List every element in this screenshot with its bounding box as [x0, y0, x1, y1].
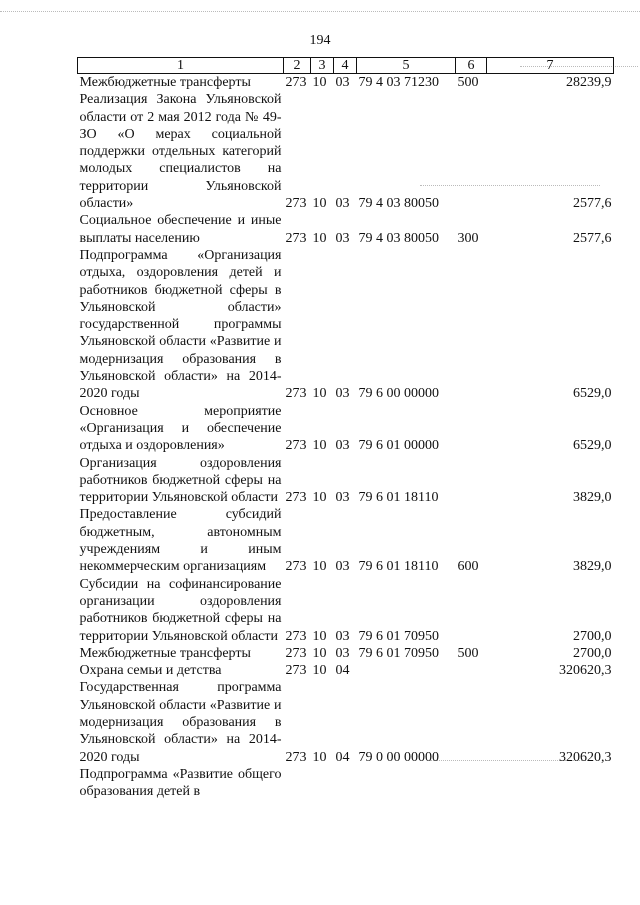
row-section: 10: [312, 628, 327, 644]
column-header: 1: [78, 58, 284, 74]
row-name: Подпрограмма «Организация отдыха, оздоровления детей и работников бюджетной сферы в Ульяновской области» государственной программы Ульяновской области «Развитие и модернизация образования в Ульяновской области» на 2014-2020 годы: [79, 247, 282, 402]
row-subsection: 04: [335, 749, 350, 765]
budget-table: [77, 57, 614, 800]
row-name: Межбюджетные трансферты: [79, 645, 251, 661]
row-target-article: 79 4 03 71230: [358, 75, 439, 90]
column-header: 3: [311, 58, 334, 74]
row-expense-type: [456, 247, 487, 403]
row-name: Межбюджетные трансферты: [79, 75, 251, 90]
row-section: 10: [312, 663, 327, 679]
row-chapter: 273: [285, 645, 307, 661]
row-amount: 320620,3: [559, 663, 612, 679]
row-amount: 320620,3: [559, 749, 612, 765]
row-name: Социальное обеспечение и иные выплаты населению: [79, 213, 282, 246]
row-subsection: 03: [335, 230, 350, 246]
row-target-article: 79 6 00 00000: [358, 386, 439, 402]
row-target-article: [357, 766, 456, 801]
table-row: [78, 506, 614, 575]
row-expense-type: [456, 91, 487, 212]
table-row: [78, 679, 614, 765]
row-expense-type: [456, 679, 487, 765]
row-chapter: 273: [285, 663, 307, 679]
column-header: 6: [456, 58, 487, 74]
row-amount: 2577,6: [573, 196, 612, 212]
row-subsection: 04: [335, 663, 350, 679]
table-row: [78, 212, 614, 247]
column-header: 5: [357, 58, 456, 74]
row-expense-type: [456, 662, 487, 679]
table-row: [78, 403, 614, 455]
row-name: Государственная программа Ульяновской области «Развитие и модернизация образования в Ульяновской области» на 2014-2020 годы: [79, 680, 282, 765]
table-row: [78, 766, 614, 801]
row-chapter: 273: [285, 75, 307, 90]
row-amount: 2700,0: [573, 645, 612, 661]
row-target-article: [357, 662, 456, 679]
row-amount: 28239,9: [566, 75, 612, 90]
table-row: [78, 662, 614, 679]
column-header: 7: [487, 58, 614, 74]
row-name: Реализация Закона Ульяновской области от 2 мая 2012 года № 49-ЗО «О мерах социальной поддержки отдельных категорий молодых специалистов на территории Ульяновской области»: [79, 92, 282, 212]
row-expense-type: 300: [457, 230, 479, 246]
row-target-article: 79 4 03 80050: [358, 196, 439, 212]
row-subsection: [334, 766, 357, 801]
row-expense-type: 600: [457, 559, 479, 575]
row-amount: 6529,0: [573, 438, 612, 454]
row-chapter: 273: [285, 628, 307, 644]
row-subsection: 03: [335, 628, 350, 644]
row-chapter: 273: [285, 386, 307, 402]
table-row: [78, 576, 614, 645]
row-subsection: 03: [335, 645, 350, 661]
row-chapter: 273: [285, 438, 307, 454]
page-number: 194: [309, 33, 331, 48]
row-subsection: 03: [335, 559, 350, 575]
row-section: [311, 766, 334, 801]
row-section: 10: [312, 645, 327, 661]
row-amount: 3829,0: [573, 490, 612, 506]
row-chapter: 273: [285, 749, 307, 765]
scan-artifact: [0, 11, 640, 12]
row-name: Подпрограмма «Развитие общего образования детей в: [79, 766, 282, 800]
table-header-row: [78, 58, 614, 74]
row-expense-type: 500: [457, 645, 479, 661]
column-header: 4: [334, 58, 357, 74]
row-section: 10: [312, 559, 327, 575]
row-expense-type: 500: [457, 75, 479, 90]
row-name: Основное мероприятие «Организация и обеспечение отдыха и оздоровления»: [79, 403, 282, 454]
row-expense-type: [456, 576, 487, 645]
row-subsection: 03: [335, 490, 350, 506]
row-amount: 3829,0: [573, 559, 612, 575]
row-name: Субсидии на софинансирование организации оздоровления работников бюджетной сферы на территории Ульяновской области: [79, 576, 282, 644]
row-target-article: 79 6 01 70950: [358, 628, 439, 644]
row-target-article: 79 6 01 70950: [358, 645, 439, 661]
row-section: 10: [312, 749, 327, 765]
row-amount: 2700,0: [573, 628, 612, 644]
row-name: Предоставление субсидий бюджетным, автономным учреждениям и иным некоммерческим организациям: [79, 507, 282, 575]
row-target-article: 79 6 01 18110: [358, 490, 439, 506]
row-section: 10: [312, 230, 327, 246]
row-subsection: 03: [335, 438, 350, 454]
table-row: [78, 247, 614, 403]
row-amount: 2577,6: [573, 230, 612, 246]
row-name: Охрана семьи и детства: [79, 663, 222, 679]
table-row: [78, 74, 614, 92]
row-target-article: 79 6 01 18110: [358, 559, 439, 575]
row-chapter: 273: [285, 490, 307, 506]
row-section: 10: [312, 386, 327, 402]
table-row: [78, 91, 614, 212]
row-target-article: 79 6 01 00000: [358, 438, 439, 454]
row-chapter: 273: [285, 196, 307, 212]
row-subsection: 03: [335, 75, 350, 90]
row-section: 10: [312, 196, 327, 212]
row-chapter: 273: [285, 559, 307, 575]
row-target-article: 79 4 03 80050: [358, 230, 439, 246]
row-amount: [487, 766, 614, 801]
row-subsection: 03: [335, 386, 350, 402]
table-row: [78, 645, 614, 662]
row-name: Организация оздоровления работников бюджетной сферы на территории Ульяновской области: [79, 455, 282, 506]
row-expense-type: [456, 766, 487, 801]
table-row: [78, 455, 614, 507]
row-section: 10: [312, 438, 327, 454]
row-expense-type: [456, 403, 487, 455]
row-subsection: 03: [335, 196, 350, 212]
row-section: 10: [312, 490, 327, 506]
row-section: 10: [312, 75, 327, 90]
row-chapter: [284, 766, 311, 801]
column-header: 2: [284, 58, 311, 74]
row-expense-type: [456, 455, 487, 507]
row-chapter: 273: [285, 230, 307, 246]
row-amount: 6529,0: [573, 386, 612, 402]
row-target-article: 79 0 00 00000: [358, 749, 439, 765]
